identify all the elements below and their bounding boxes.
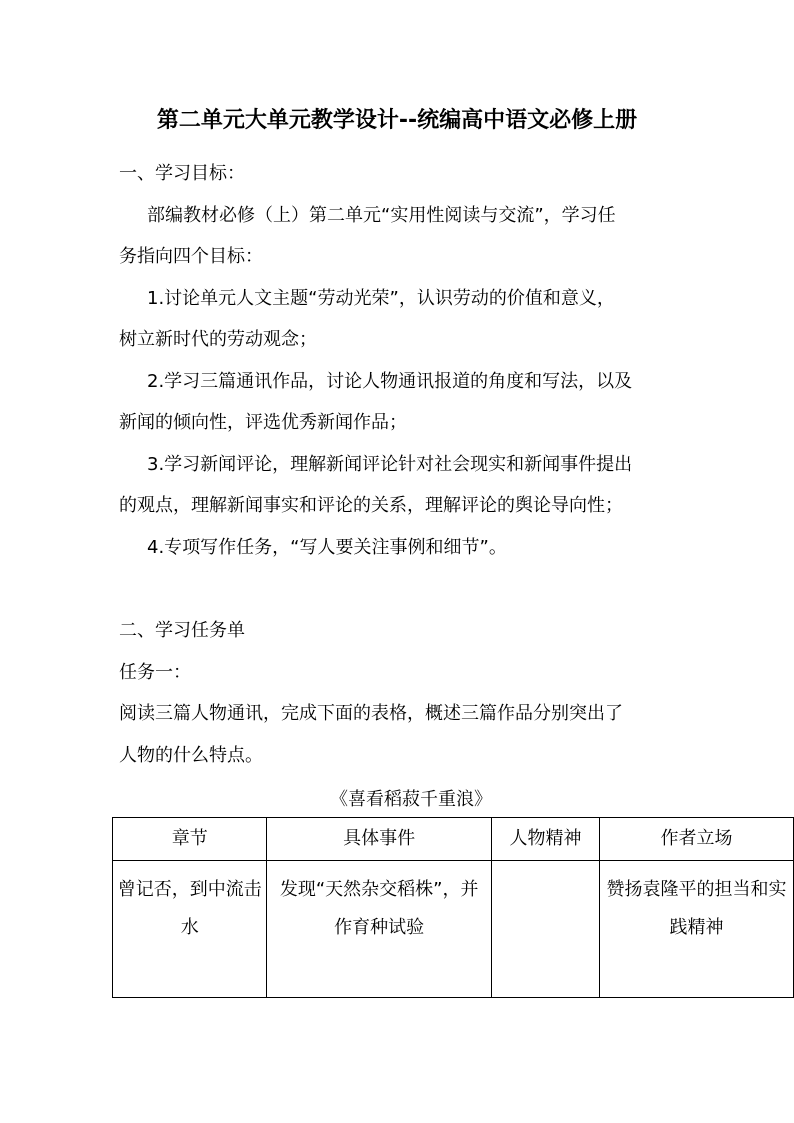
intro-line-1: 部编教材必修（上）第二单元“实用性阅读与交流”，学习任 xyxy=(147,205,616,226)
goal-3-line-1: 3.学习新闻评论，理解新闻评论针对社会现实和新闻事件提出 xyxy=(147,454,633,475)
goal-1-line-2: 树立新时代的劳动观念； xyxy=(119,329,317,350)
cell-author-stance: 赞扬袁隆平的担当和实践精神 xyxy=(600,861,794,998)
task-label: 任务一： xyxy=(119,662,191,683)
task-line-1: 阅读三篇人物通讯，完成下面的表格，概述三篇作品分别突出了 xyxy=(119,703,623,724)
header-event: 具体事件 xyxy=(267,818,492,861)
header-chapter: 章节 xyxy=(113,818,267,861)
goal-3-line-2: 的观点，理解新闻事实和评论的关系，理解评论的舆论导向性； xyxy=(119,495,623,516)
goal-2-line-2: 新闻的倾向性，评选优秀新闻作品； xyxy=(119,412,407,433)
cell-spirit xyxy=(491,861,599,998)
intro-line-2: 务指向四个目标： xyxy=(119,246,263,267)
cell-event: 发现“天然杂交稻株”，并作育种试验 xyxy=(267,861,492,998)
goal-4-line-1: 4.专项写作任务，“写人要关注事例和细节”。 xyxy=(147,537,507,558)
task-line-2: 人物的什么特点。 xyxy=(119,745,263,766)
cell-chapter: 曾记否，到中流击水 xyxy=(113,861,267,998)
header-author-stance: 作者立场 xyxy=(600,818,794,861)
document-title: 第二单元大单元教学设计--统编高中语文必修上册 xyxy=(156,108,638,133)
table-row xyxy=(113,861,794,998)
goal-2-line-1: 2.学习三篇通讯作品，讨论人物通讯报道的角度和写法，以及 xyxy=(147,371,633,392)
header-spirit: 人物精神 xyxy=(491,818,599,861)
section2-heading: 二、学习任务单 xyxy=(119,620,245,641)
goal-1-line-1: 1.讨论单元人文主题“劳动光荣”，认识劳动的价值和意义， xyxy=(147,288,615,309)
table-header-row xyxy=(113,818,794,861)
section1-heading: 一、学习目标： xyxy=(119,163,245,184)
task-table xyxy=(112,817,794,998)
table-caption: 《喜看稻菽千重浪》 xyxy=(330,789,492,810)
